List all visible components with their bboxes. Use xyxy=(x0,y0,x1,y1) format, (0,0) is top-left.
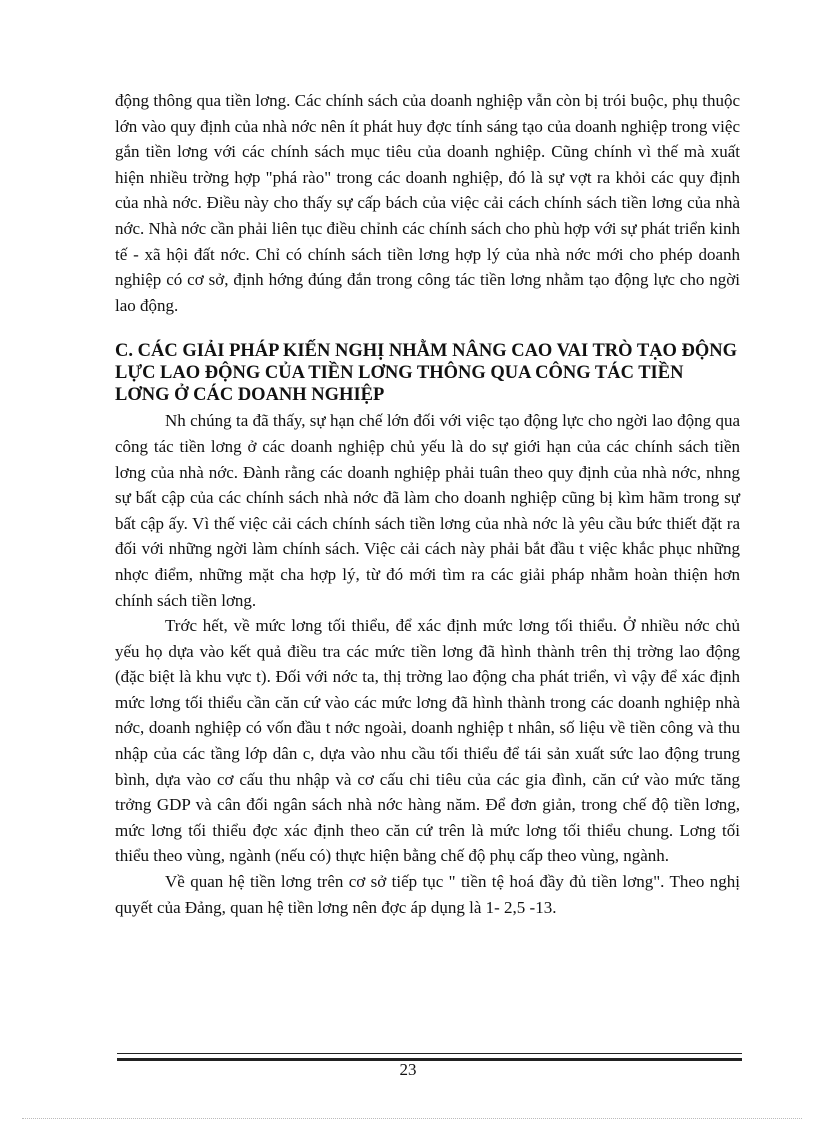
body-paragraph-limits: Nh chúng ta đã thấy, sự hạn chế lớn đối với việc tạo động lực cho ngời lao động qua công tác tiền lơng ở các doanh nghiệp chủ yếu là do sự giới hạn của các chính sách tiền lơng của nhà nớc. Đành rằng các doanh nghiệp phải tuân theo quy định của nhà nớc, nhng sự bất cập của các chính sách nhà nớc đã làm cho doanh nghiệp cũng bị kìm hãm trong sự bất cập ấy. Vì thế việc cải cách chính sách tiền lơng của nhà nớc là yêu cầu bức thiết đặt ra đối với những ngời làm chính sách. Việc cải cách này phải bắt đầu t việc khắc phục những nhợc điểm, những mặt cha hợp lý, từ đó mới tìm ra các giải pháp nhằm hoàn thiện hơn chính sách tiền lơng. xyxy=(115,411,740,610)
footer-divider-thin xyxy=(117,1053,742,1054)
body-paragraph-wage-relation: Về quan hệ tiền lơng trên cơ sở tiếp tục " tiền tệ hoá đầy đủ tiền lơng". Theo nghị quyết của Đảng, quan hệ tiền lơng nên đợc áp dụng là 1- 2,5 -13. xyxy=(115,872,740,917)
page-number: 23 xyxy=(399,1060,417,1079)
body-paragraph-intro: động thông qua tiền lơng. Các chính sách của doanh nghiệp vẫn còn bị trói buộc, phụ thuộc lớn vào quy định của nhà nớc nên ít phát huy đợc tính sáng tạo của doanh nghiệp trong việc gắn tiền lơng với các chính sách mục tiêu của doanh nghiệp. Cũng chính vì thế mà xuất hiện nhiều trờng hợp "phá rào" trong các doanh nghiệp, đó là sự vợt ra khỏi các quy định của nhà nớc. Điều này cho thấy sự cấp bách của việc cải cách chính sách tiền lơng của nhà nớc. Nhà nớc cần phải liên tục điều chỉnh các chính sách cho phù hợp với sự phát triển kinh tế - xã hội đất nớc. Chỉ có chính sách tiền lơng hợp lý của nhà nớc mới cho phép doanh nghiệp có cơ sở, định hớng đúng đắn trong công tác tiền lơng nhằm tạo động lực cho ngời lao động. xyxy=(115,91,740,315)
section-heading: C. CÁC GIẢI PHÁP KIẾN NGHỊ NHẰM NÂNG CAO VAI TRÒ TẠO ĐỘNG LỰC LAO ĐỘNG CỦA TIỀN LƠNG THÔNG QUA CÔNG TÁC TIỀN LƠNG Ở CÁC DOANH NGHIỆP xyxy=(115,341,738,406)
body-paragraph-minimum-wage: Trớc hết, về mức lơng tối thiểu, để xác định mức lơng tối thiểu. Ở nhiều nớc chủ yếu họ dựa vào kết quả điều tra các mức tiền lơng đã hình thành trên thị trờng lao động (đặc biệt là khu vực t). Đối với nớc ta, thị trờng lao động cha phát triển, vì vậy để xác định mức lơng tối thiểu cần căn cứ vào các mức lơng đã hình thành trong các doanh nghiệp nhà nớc, doanh nghiệp có vốn đầu t nớc ngoài, doanh nghiệp t nhân, số liệu về tiền công và thu nhập của các tầng lớp dân c, dựa vào nhu cầu tối thiểu để tái sản xuất sức lao động trung bình, dựa vào cơ cấu thu nhập và cơ cấu chi tiêu của các gia đình, căn cứ vào mức tăng trởng GDP và cân đối ngân sách nhà nớc hàng năm. Để đơn giản, trong chế độ tiền lơng, mức lơng tối thiểu đợc xác định theo căn cứ trên là mức lơng tối thiểu chung. Lơng tối thiểu theo vùng, ngành (nếu có) thực hiện bằng chế độ phụ cấp theo vùng, ngành. xyxy=(115,616,740,866)
page-edge-divider xyxy=(22,1118,802,1119)
page-body xyxy=(115,88,740,920)
